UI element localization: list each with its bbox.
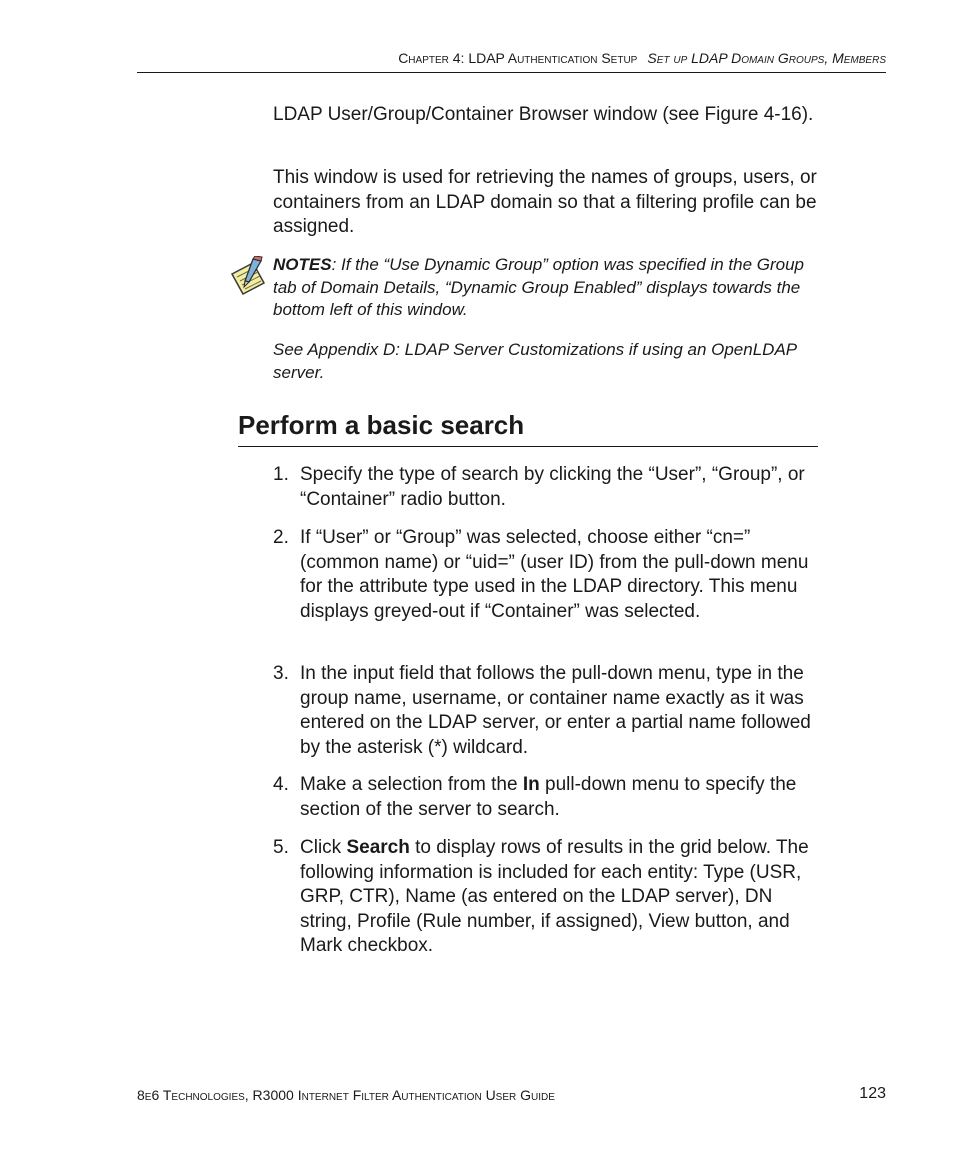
step-number: 4.: [273, 774, 289, 795]
intro-paragraph-2: This window is used for retrieving the names of groups, users, or containers from an LDAP domain so that a filtering profile can be assigned.: [273, 167, 817, 237]
step-text: Make a selection from the In pull-down menu to specify the section of the server to search.: [300, 774, 797, 820]
page-number: 123: [859, 1085, 886, 1102]
step-number: 5.: [273, 837, 289, 858]
header-section: Set up LDAP Domain Groups, Members: [647, 50, 886, 66]
in-menu-label: In: [522, 774, 540, 795]
note-text-1: : If the “Use Dynamic Group” option was specified in the Group tab of Domain Details, “Dynamic Group Enabled” displays towards the bottom left of this window.: [273, 255, 805, 319]
section-heading: Perform a basic search: [238, 410, 525, 440]
search-button-label: Search: [346, 837, 410, 858]
notepad-pencil-icon: [228, 256, 268, 296]
note-paragraph-1: [273, 254, 823, 322]
step-text: In the input field that follows the pull-down menu, type in the group name, username, or container name exactly as it was entered on the LDAP server, or enter a partial name followed by the asterisk (*) wildcard.: [300, 663, 811, 758]
heading-rule: [238, 446, 818, 447]
step-text: Click Search to display rows of results in the grid below. The following information is included for each entity: Type (USR, GRP, CTR), Name (as entered on the LDAP server), DN string, Profile (Rule number, if assigned), View button, and Mark checkbox.: [300, 837, 809, 956]
list-item: [273, 662, 818, 760]
list-item: [273, 526, 818, 624]
list-item: [273, 836, 818, 959]
step-text: Specify the type of search by clicking the “User”, “Group”, or “Container” radio button.: [300, 464, 805, 510]
note-paragraph-2: See Appendix D: LDAP Server Customizations if using an OpenLDAP server.: [273, 340, 797, 382]
page-header: [137, 50, 886, 66]
intro-paragraph-1: LDAP User/Group/Container Browser window (see Figure 4-16).: [273, 104, 814, 125]
step-number: 2.: [273, 527, 289, 548]
note-label: NOTES: [273, 255, 332, 274]
step-number: 3.: [273, 663, 289, 684]
list-item: [273, 773, 818, 822]
list-item: [273, 463, 818, 512]
step-text: If “User” or “Group” was selected, choose either “cn=” (common name) or “uid=” (user ID) from the pull-down menu for the attribute type used in the LDAP directory. This menu displays greyed-out if “Container” was selected.: [300, 527, 809, 622]
step-number: 1.: [273, 464, 289, 485]
header-chapter: Chapter 4: LDAP Authentication Setup: [398, 50, 638, 66]
header-rule: [137, 72, 886, 73]
footer-title: 8e6 Technologies, R3000 Internet Filter Authentication User Guide: [137, 1087, 555, 1103]
